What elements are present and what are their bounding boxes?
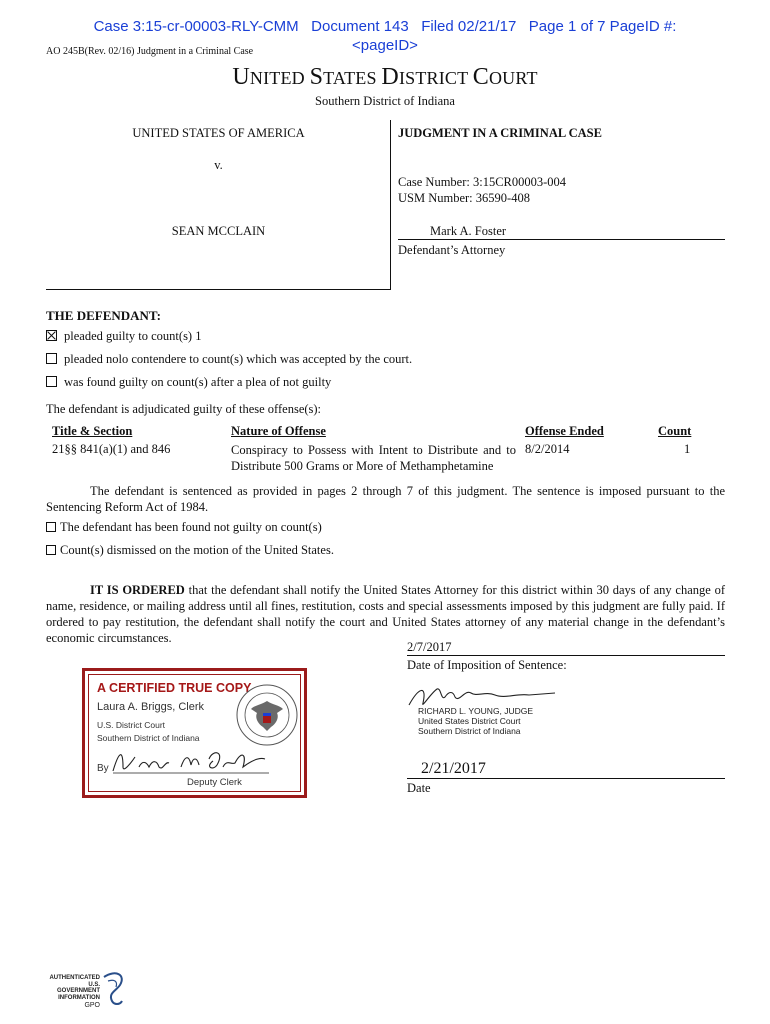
gpo-line: INFORMATION xyxy=(58,994,100,1001)
defendant-heading: THE DEFENDANT: xyxy=(46,308,161,323)
imposition-label: Date of Imposition of Sentence: xyxy=(407,658,567,672)
judge-district: Southern District of Indiana xyxy=(418,726,521,736)
offense-count: 1 xyxy=(684,442,691,456)
offense-nature: Conspiracy to Possess with Intent to Distribute and to Distribute 500 Grams or More of Methamphetamine xyxy=(231,443,516,473)
plaintiff: UNITED STATES OF AMERICA xyxy=(132,126,305,140)
col-header-section: Title & Section xyxy=(52,424,133,438)
attorney-label: Defendant’s Attorney xyxy=(398,243,506,257)
judge-block xyxy=(418,706,533,736)
stamp-clerk: Laura A. Briggs, Clerk xyxy=(97,701,204,713)
title-sc: NITED xyxy=(249,68,310,88)
empty-checkbox-icon xyxy=(46,522,56,532)
not-guilty-text: The defendant has been found not guilty on count(s) xyxy=(60,520,322,534)
title-cap: U xyxy=(232,64,250,90)
title-sc: OURT xyxy=(488,68,538,88)
judge-court: United States District Court xyxy=(418,716,521,726)
option-row xyxy=(46,352,412,367)
option-row xyxy=(46,375,331,390)
checked-box-icon xyxy=(46,330,57,341)
stamp-deputy: Deputy Clerk xyxy=(187,777,242,788)
order-lead: IT IS ORDERED xyxy=(90,583,185,597)
dismissed-row xyxy=(46,543,334,558)
stamp-title: A CERTIFIED TRUE COPY xyxy=(97,681,252,695)
order-paragraph xyxy=(46,582,725,646)
court-seal-icon xyxy=(235,683,299,747)
title-cap: D xyxy=(381,64,399,90)
certified-copy-stamp xyxy=(82,668,307,798)
imposition-date: 2/7/2017 xyxy=(407,640,725,656)
not-guilty-row xyxy=(46,520,322,535)
offense-ended: 8/2/2014 xyxy=(525,442,570,456)
gpo-text xyxy=(44,975,100,1010)
empty-checkbox-icon xyxy=(46,353,57,364)
caption-rule xyxy=(46,289,391,290)
eagle-icon xyxy=(100,971,128,1009)
title-cap: C xyxy=(472,64,489,90)
clerk-signature xyxy=(109,745,269,777)
option-text: pleaded guilty to count(s) 1 xyxy=(64,329,202,343)
ecf-header-line2: <pageID> xyxy=(352,37,418,54)
option-text: was found guilty on count(s) after a plea of not guilty xyxy=(64,375,332,389)
title-sc: TATES xyxy=(323,68,382,88)
stamp-court: U.S. District Court xyxy=(97,720,166,730)
stamp-district: Southern District of Indiana xyxy=(97,733,200,743)
defendant-name: SEAN MCCLAIN xyxy=(171,224,266,238)
empty-checkbox-icon xyxy=(46,376,57,387)
case-number: Case Number: 3:15CR00003-004 xyxy=(398,175,567,189)
col-header-count: Count xyxy=(658,424,692,438)
col-header-nature: Nature of Offense xyxy=(231,424,326,438)
sentence-paragraph: The defendant is sentenced as provided in pages 2 through 7 of this judgment. The sentence is imposed pursuant to the Sentencing Reform Act of 1984. xyxy=(46,484,725,514)
signed-label: Date xyxy=(407,781,431,795)
doc-type: JUDGMENT IN A CRIMINAL CASE xyxy=(398,126,602,140)
court-district: Southern District of Indiana xyxy=(315,94,455,108)
court-title xyxy=(0,64,770,91)
order-text: that the defendant shall notify the United States Attorney for this district within 30 days of any change of name, residence, or mailing address until all fines, restitution, costs and special assessments imposed by this judgment are fully paid. If ordered to pay restitution, the defendant shall notify the court and United States attorney of any material change in the defendant’s economic circumstances. xyxy=(46,583,725,645)
col-header-ended: Offense Ended xyxy=(525,424,604,438)
title-cap: S xyxy=(309,64,324,90)
ecf-header-line1: Case 3:15-cr-00003-RLY-CMM Document 143 Filed 02/21/17 Page 1 of 7 PageID #: xyxy=(93,18,677,35)
stamp-by: By xyxy=(97,763,109,774)
option-row xyxy=(46,329,201,344)
dismissed-text: Count(s) dismissed on the motion of the United States. xyxy=(60,543,334,557)
caption-divider xyxy=(390,120,391,290)
empty-checkbox-icon xyxy=(46,545,56,555)
judge-name: RICHARD L. YOUNG, JUDGE xyxy=(418,706,534,716)
attorney-name: Mark A. Foster xyxy=(398,224,725,240)
gpo-line: AUTHENTICATED xyxy=(49,975,100,981)
option-text: pleaded nolo contendere to count(s) which was accepted by the court. xyxy=(64,352,413,366)
offense-section: 21§§ 841(a)(1) and 846 xyxy=(52,442,171,456)
versus: v. xyxy=(214,158,223,172)
signed-date: 2/21/2017 xyxy=(407,760,725,779)
gpo-line: U.S. GOVERNMENT xyxy=(56,981,100,994)
form-id: AO 245B(Rev. 02/16) Judgment in a Criminal Case xyxy=(46,46,254,57)
gpo-authentication-logo xyxy=(44,975,100,1010)
gpo-mark: GPO xyxy=(84,1002,100,1009)
usm-number: USM Number: 36590-408 xyxy=(398,191,530,205)
adjudicated-text: The defendant is adjudicated guilty of these offense(s): xyxy=(46,402,322,416)
title-sc: ISTRICT xyxy=(398,68,473,88)
